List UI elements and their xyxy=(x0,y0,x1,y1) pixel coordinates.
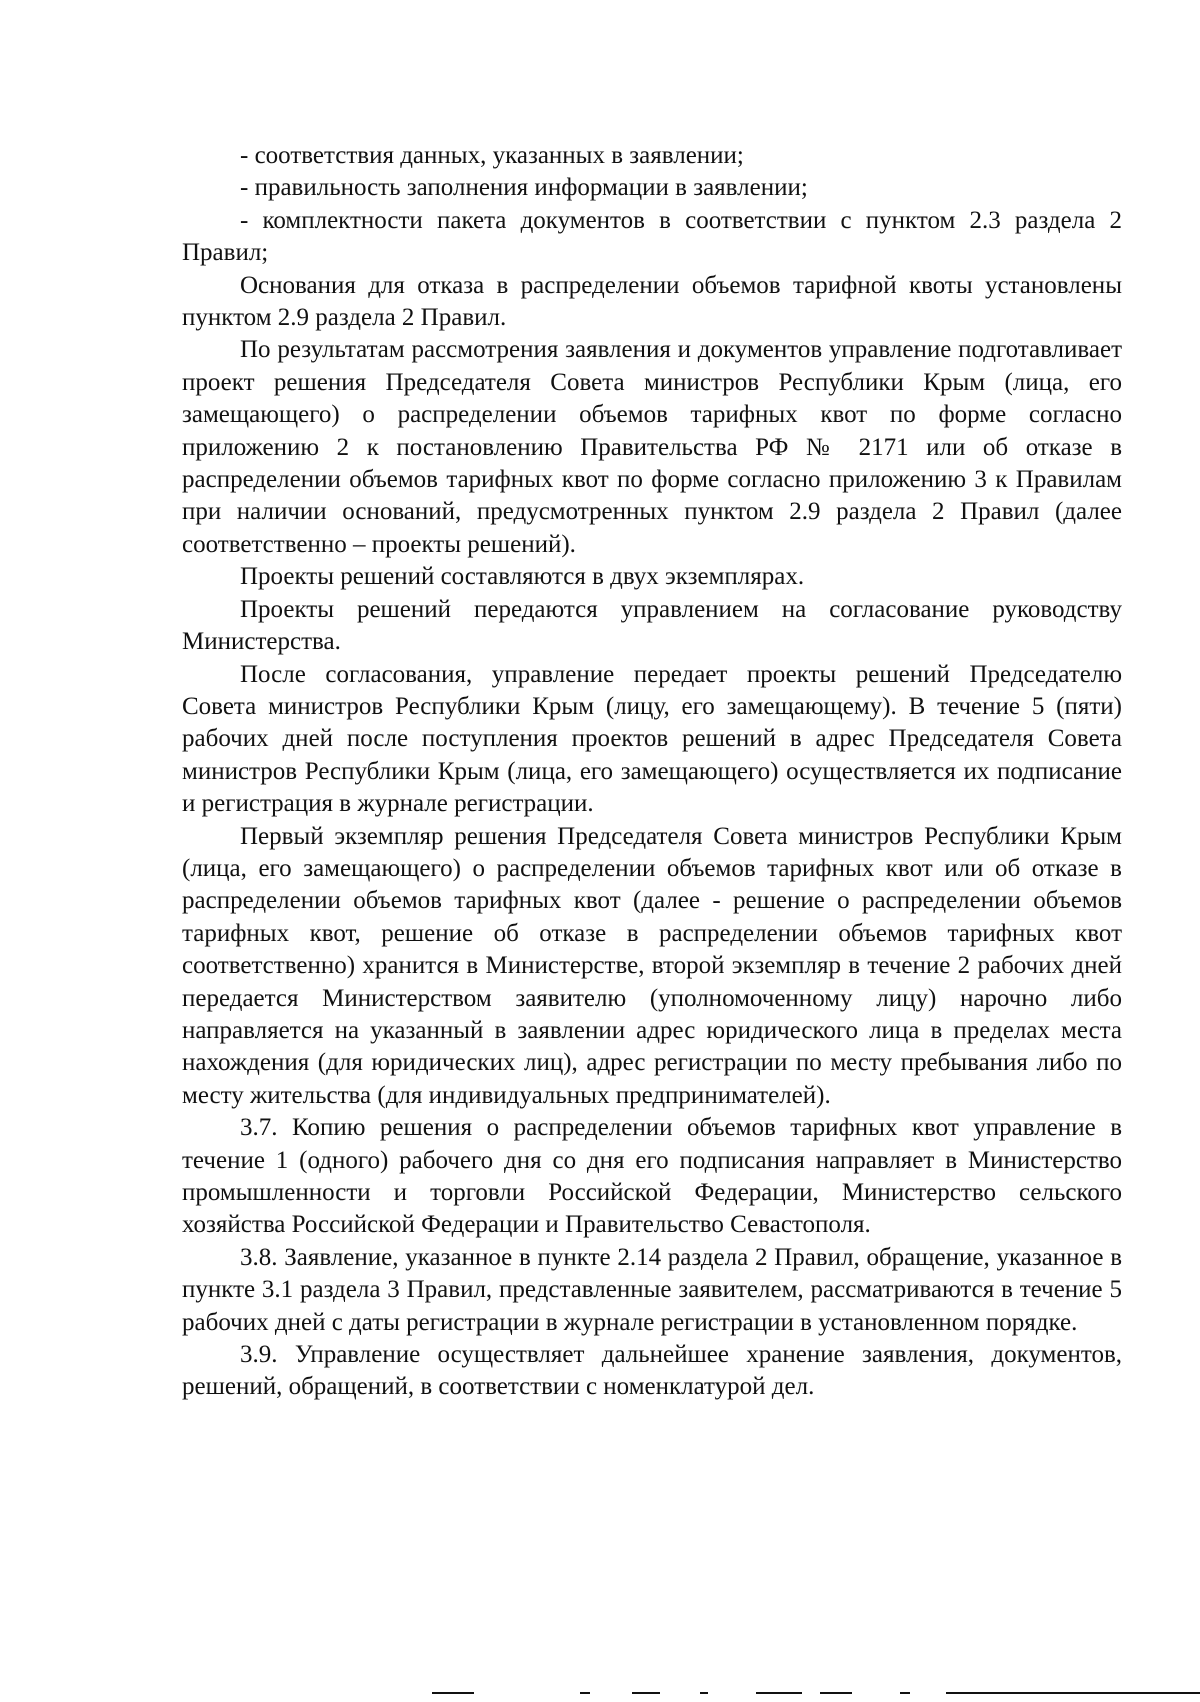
scan-edge-mark xyxy=(820,1692,852,1694)
paragraph-12: 3.9. Управление осуществляет дальнейшее хранение заявления, документов, решений, обращений, в соответствии с номенклатурой дел. xyxy=(182,1341,1122,1401)
scan-edge-mark xyxy=(900,1692,910,1694)
scan-edge-mark xyxy=(580,1692,590,1694)
scan-edge-mark xyxy=(946,1692,1200,1694)
paragraph-11: 3.8. Заявление, указанное в пункте 2.14 раздела 2 Правил, обращение, указанное в пункте 3.1 раздела 3 Правил, представленные заявителем, рассматриваются в течение 5 рабочих дней с даты регистрации в журнале регистрации в установленном порядке. xyxy=(182,1243,1122,1336)
paragraph-2: - правильность заполнения информации в заявлении; xyxy=(240,174,808,202)
paragraph-7: Проекты решений передаются управлением на согласование руководству Министерства. xyxy=(182,595,1122,656)
paragraph-5: По результатам рассмотрения заявления и документов управление подготавливает проект решения Председателя Совета министров Республики Крым (лица, его замещающего) о распределении объемов тарифных квот по форме согласно приложению 2 к постановлению Правительства РФ № 2171 или об отказе в распределении объемов тарифных квот по форме согласно приложению 3 к Правилам при наличии оснований, предусмотренных пунктом 2.9 раздела 2 Правил (далее соответственно – проекты решений). xyxy=(182,336,1122,558)
document-body xyxy=(182,140,1122,1404)
paragraph-4: Основания для отказа в распределении объемов тарифной квоты установлены пунктом 2.9 раздела 2 Правил. xyxy=(182,271,1122,332)
paragraph-1: - соответствия данных, указанных в заявлении; xyxy=(240,142,744,169)
scan-edge-mark xyxy=(632,1692,660,1694)
paragraph-8: После согласования, управление передает проекты решений Председателю Совета министров Республики Крым (лицу, его замещающему). В течение 5 (пяти) рабочих дней после поступления проектов решений в адрес Председателя Совета министров Республики Крым (лица, его замещающего) осуществляется их подписание и регистрация в журнале регистрации. xyxy=(182,660,1122,818)
scan-edge-mark xyxy=(756,1692,802,1694)
paragraph-9: Первый экземпляр решения Председателя Совета министров Республики Крым (лица, его замещающего) о распределении объемов тарифных квот или об отказе в распределении объемов тарифных квот (далее - решение о распределении объемов тарифных квот, решение об отказе в распределении объемов тарифных квот соответственно) хранится в Министерстве, второй экземпляр в течение 2 рабочих дней передается Министерством заявителю (уполномоченному лицу) нарочно либо направляется на указанный в заявлении адрес юридического лица в пределах места нахождения (для юридических лиц), адрес регистрации по месту пребывания либо по месту жительства (для индивидуальных предпринимателей). xyxy=(182,822,1122,1109)
paragraph-10: 3.7. Копию решения о распределении объемов тарифных квот управление в течение 1 (одного) рабочего дня со дня его подписания направляет в Министерство промышленности и торговли Российской Федерации, Министерство сельского хозяйства Российской Федерации и Правительство Севастополя. xyxy=(182,1114,1122,1239)
paragraph-3: - комплектности пакета документов в соответствии с пунктом 2.3 раздела 2 Правил; xyxy=(182,206,1122,267)
scan-edge-mark xyxy=(700,1692,708,1694)
paragraph-6: Проекты решений составляются в двух экземплярах. xyxy=(240,563,805,591)
scan-edge-mark xyxy=(432,1692,474,1694)
